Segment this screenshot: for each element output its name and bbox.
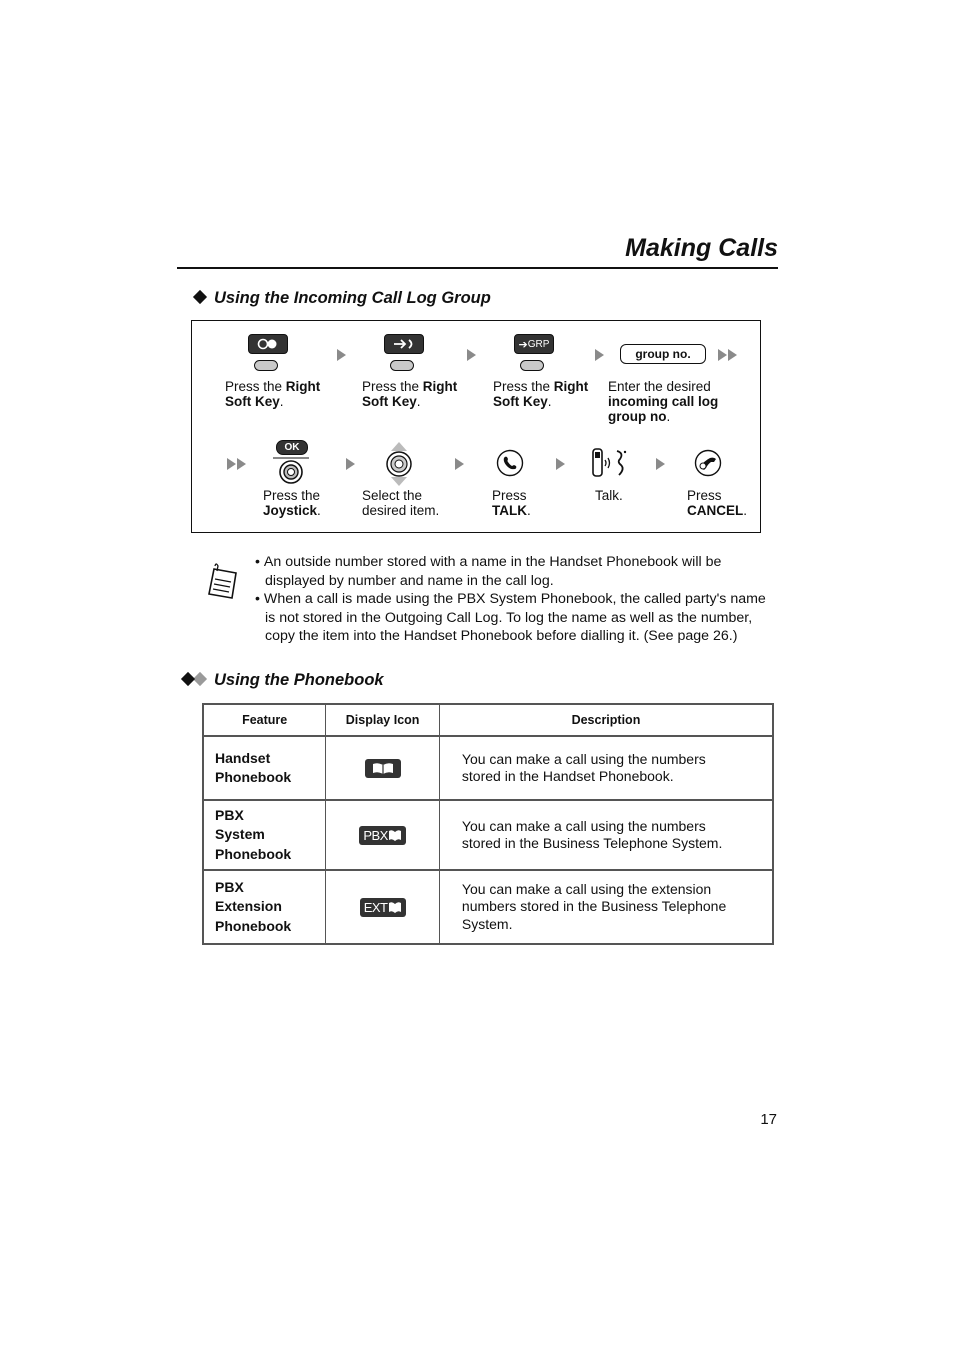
section-title-call-log-group: Using the Incoming Call Log Group	[214, 289, 491, 307]
arrow-icon	[337, 349, 346, 361]
step-8-caption: Talk.	[595, 488, 623, 503]
cancel-key-icon	[694, 449, 722, 477]
arrow-icon	[346, 458, 355, 470]
page-title: Making Calls	[625, 234, 778, 262]
step-6-caption: Select the desired item.	[362, 488, 440, 518]
step-2-icon	[384, 334, 424, 371]
soft-key-button-icon	[520, 360, 544, 371]
table-row	[203, 736, 773, 800]
description-cell: You can make a call using the numbers stored in the Handset Phonebook.	[439, 736, 773, 800]
icon-cell	[326, 736, 440, 800]
phonebook-table	[202, 703, 774, 945]
arrow-icon	[455, 458, 464, 470]
soft-key-button-icon	[390, 360, 414, 371]
step-9-caption: Press CANCEL.	[687, 488, 748, 518]
step-7-caption: Press TALK.	[492, 488, 531, 518]
description-cell: You can make a call using the extension numbers stored in the Business Telephone System.	[439, 870, 773, 944]
column-header-display-icon: Display Icon	[326, 704, 440, 736]
icon-cell	[326, 800, 440, 870]
step-5-icon	[273, 440, 309, 490]
column-header-description: Description	[439, 704, 773, 736]
step-3-icon	[514, 334, 554, 371]
step-2-caption: Press the Right Soft Key.	[362, 379, 458, 409]
talk-key-icon	[496, 449, 524, 477]
section-diamond-icon	[193, 290, 207, 304]
feature-cell: PBX System Phonebook	[203, 800, 326, 870]
note-item: • When a call is made using the PBX System Phonebook, the called party's name is not stored in the Outgoing Call Log. To log the name as well as the number, copy the item into the Handset Phonebook before dialling it. (See page 26.)	[255, 591, 766, 644]
notes-list	[255, 553, 775, 646]
header-rule	[177, 267, 778, 269]
double-arrow-icon	[227, 458, 246, 470]
arrow-icon	[467, 349, 476, 361]
arrow-icon	[595, 349, 604, 361]
double-arrow-icon	[718, 349, 737, 361]
step-1-caption: Press the Right Soft Key.	[225, 379, 321, 409]
arrow-icon	[656, 458, 665, 470]
feature-cell: Handset Phonebook	[203, 736, 326, 800]
soft-key-incoming-icon	[384, 334, 424, 354]
section-title-phonebook: Using the Phonebook	[214, 671, 384, 689]
feature-cell: PBX Extension Phonebook	[203, 870, 326, 944]
soft-key-group-icon: ➔ GRP	[514, 334, 554, 354]
description-cell: You can make a call using the numbers stored in the Business Telephone System.	[439, 800, 773, 870]
page-number: 17	[760, 1111, 777, 1128]
joystick-navigate-icon	[382, 441, 416, 487]
pbx-phonebook-icon: PBX	[359, 826, 406, 845]
phonebook-book-icon	[365, 759, 401, 778]
column-header-feature: Feature	[203, 704, 326, 736]
ok-key-label: OK	[276, 440, 308, 455]
handset-talk-icon	[590, 447, 630, 479]
step-3-caption: Press the Right Soft Key.	[493, 379, 589, 409]
icon-cell	[326, 870, 440, 944]
notepad-note-icon	[206, 561, 242, 601]
step-4-caption: Enter the desired incoming call log group no.	[608, 379, 719, 424]
note-item: • An outside number stored with a name in the Handset Phonebook will be displayed by number and name in the call log.	[255, 554, 722, 589]
group-number-input[interactable]: group no.	[620, 344, 706, 364]
soft-key-call-log-icon	[248, 334, 288, 354]
table-row	[203, 870, 773, 944]
section-diamond-icon	[181, 672, 195, 686]
arrow-icon	[556, 458, 565, 470]
step-5-caption: Press the Joystick.	[263, 488, 321, 518]
extension-phonebook-icon: EXT	[360, 898, 406, 917]
table-row	[203, 800, 773, 870]
table-header-row	[203, 704, 773, 736]
joystick-ok-icon	[273, 455, 309, 485]
step-1-icon	[248, 334, 288, 371]
soft-key-button-icon	[254, 360, 278, 371]
